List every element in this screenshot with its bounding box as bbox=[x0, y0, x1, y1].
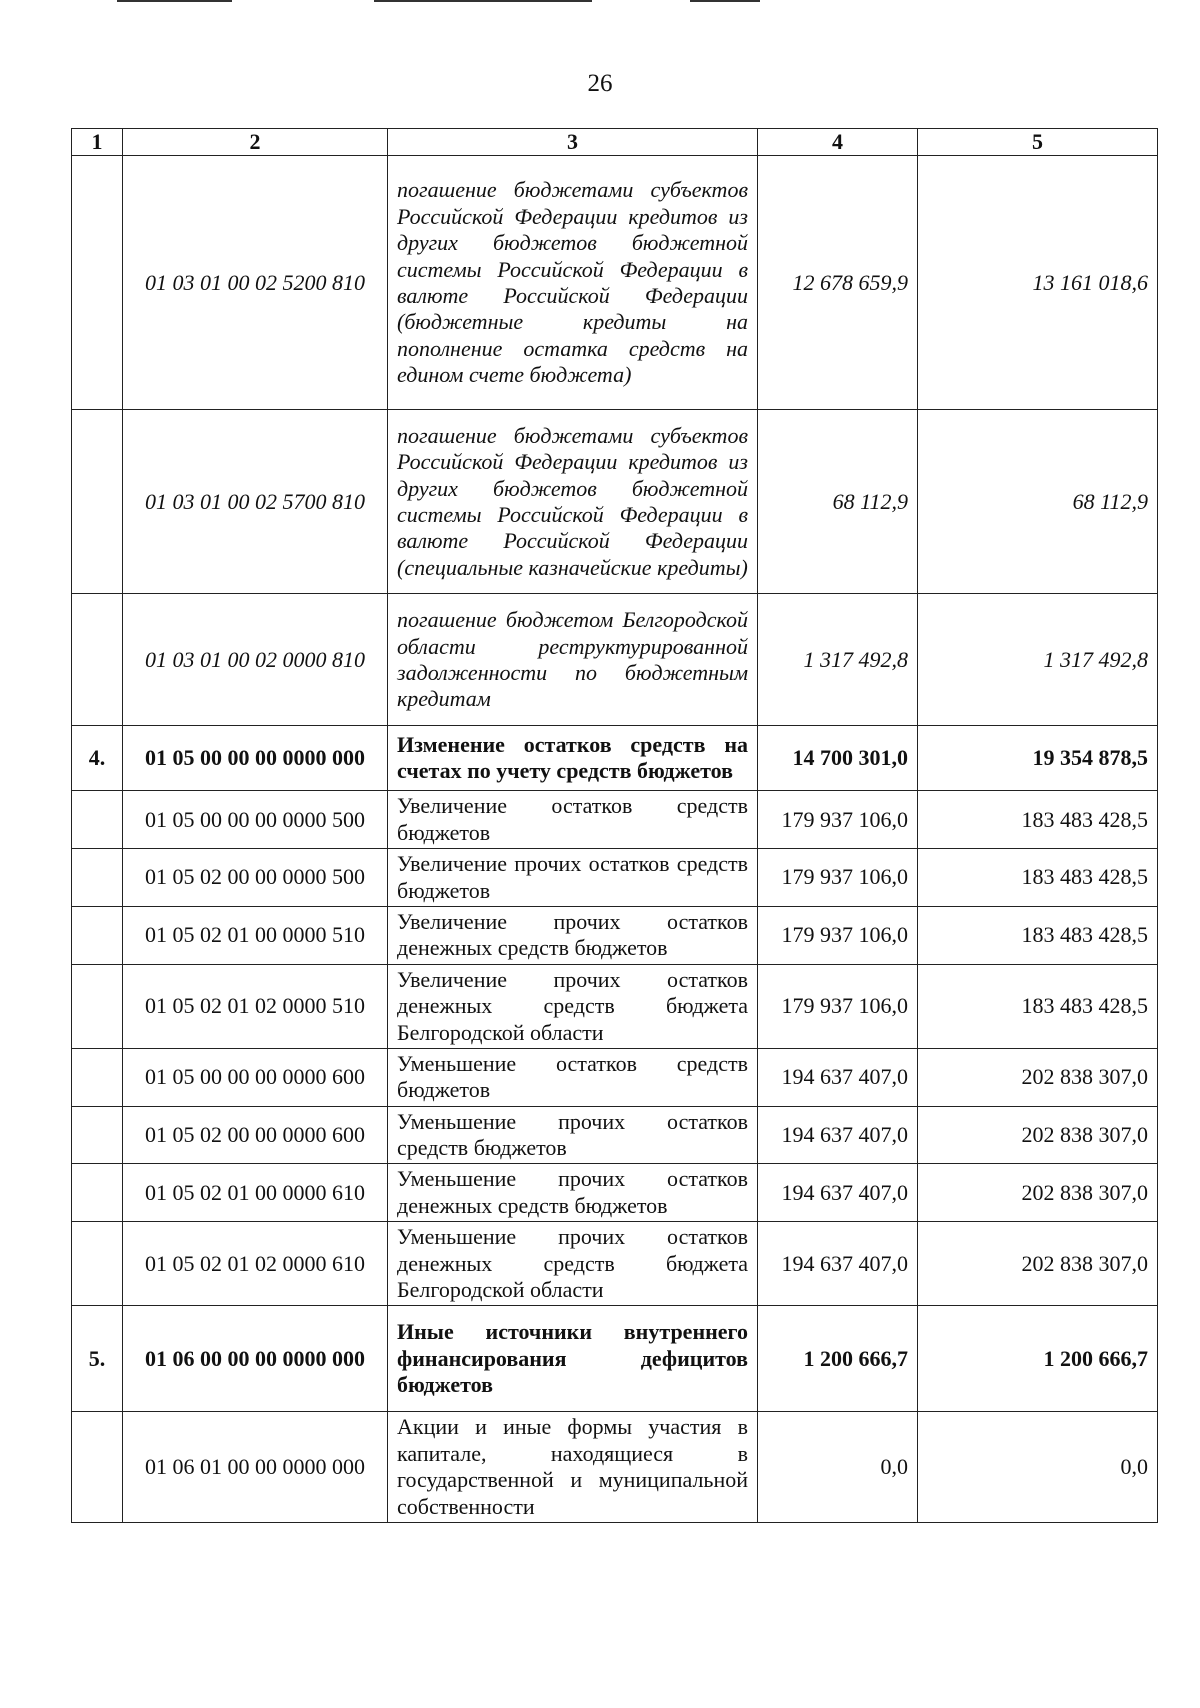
budget-code: 01 03 01 00 02 0000 810 bbox=[123, 594, 388, 726]
budget-code: 01 05 02 01 02 0000 510 bbox=[123, 964, 388, 1048]
row-number bbox=[72, 410, 123, 594]
budget-code: 01 05 00 00 00 0000 600 bbox=[123, 1048, 388, 1106]
amount-col5: 13 161 018,6 bbox=[918, 156, 1158, 410]
row-number bbox=[72, 594, 123, 726]
header-row bbox=[72, 129, 1158, 156]
amount-col4: 194 637 407,0 bbox=[758, 1106, 918, 1164]
row-number bbox=[72, 906, 123, 964]
column-header: 2 bbox=[123, 129, 388, 156]
table-row bbox=[72, 964, 1158, 1048]
row-number: 4. bbox=[72, 726, 123, 791]
amount-col5: 202 838 307,0 bbox=[918, 1222, 1158, 1306]
budget-code: 01 06 00 00 00 0000 000 bbox=[123, 1306, 388, 1412]
column-header: 5 bbox=[918, 129, 1158, 156]
amount-col4: 179 937 106,0 bbox=[758, 791, 918, 849]
table-row bbox=[72, 906, 1158, 964]
source-name: Изменение остатков средств на счетах по учету средств бюджетов bbox=[388, 726, 758, 791]
source-name: Увеличение прочих остатков денежных средств бюджета Белгородской области bbox=[388, 964, 758, 1048]
amount-col4: 1 317 492,8 bbox=[758, 594, 918, 726]
row-number bbox=[72, 791, 123, 849]
amount-col4: 194 637 407,0 bbox=[758, 1048, 918, 1106]
source-name: Уменьшение прочих остатков денежных средств бюджета Белгородской области bbox=[388, 1222, 758, 1306]
top-edge-line bbox=[374, 0, 592, 2]
source-name: Увеличение прочих остатков денежных средств бюджетов bbox=[388, 906, 758, 964]
amount-col4: 68 112,9 bbox=[758, 410, 918, 594]
budget-code: 01 05 00 00 00 0000 000 bbox=[123, 726, 388, 791]
budget-code: 01 05 02 01 00 0000 610 bbox=[123, 1164, 388, 1222]
amount-col5: 202 838 307,0 bbox=[918, 1164, 1158, 1222]
amount-col5: 183 483 428,5 bbox=[918, 964, 1158, 1048]
amount-col5: 0,0 bbox=[918, 1412, 1158, 1523]
row-number bbox=[72, 1222, 123, 1306]
source-name: погашение бюджетом Белгородской области реструктурированной задолженности по бюджетным кредитам bbox=[388, 594, 758, 726]
source-name: Уменьшение прочих остатков средств бюджетов bbox=[388, 1106, 758, 1164]
amount-col5: 19 354 878,5 bbox=[918, 726, 1158, 791]
table-row bbox=[72, 726, 1158, 791]
table-row bbox=[72, 1306, 1158, 1412]
table-row bbox=[72, 156, 1158, 410]
table-row bbox=[72, 1106, 1158, 1164]
table-row bbox=[72, 1048, 1158, 1106]
table-row bbox=[72, 791, 1158, 849]
budget-code: 01 06 01 00 00 0000 000 bbox=[123, 1412, 388, 1523]
source-name: Акции и иные формы участия в капитале, находящиеся в государственной и муниципальной собственности bbox=[388, 1412, 758, 1523]
row-number bbox=[72, 1048, 123, 1106]
amount-col4: 1 200 666,7 bbox=[758, 1306, 918, 1412]
row-number bbox=[72, 849, 123, 907]
row-number bbox=[72, 156, 123, 410]
column-header: 3 bbox=[388, 129, 758, 156]
amount-col4: 179 937 106,0 bbox=[758, 849, 918, 907]
amount-col5: 183 483 428,5 bbox=[918, 791, 1158, 849]
table-row bbox=[72, 594, 1158, 726]
row-number bbox=[72, 964, 123, 1048]
amount-col5: 1 200 666,7 bbox=[918, 1306, 1158, 1412]
source-name: погашение бюджетами субъектов Российской Федерации кредитов из других бюджетов бюджетной системы Российской Федерации в валюте Российской Федерации (специальные казначейские кредиты) bbox=[388, 410, 758, 594]
amount-col5: 1 317 492,8 bbox=[918, 594, 1158, 726]
amount-col4: 12 678 659,9 bbox=[758, 156, 918, 410]
amount-col5: 202 838 307,0 bbox=[918, 1106, 1158, 1164]
table-row bbox=[72, 410, 1158, 594]
amount-col4: 194 637 407,0 bbox=[758, 1164, 918, 1222]
column-header: 4 bbox=[758, 129, 918, 156]
amount-col4: 179 937 106,0 bbox=[758, 906, 918, 964]
source-name: Увеличение остатков средств бюджетов bbox=[388, 791, 758, 849]
budget-code: 01 05 02 00 00 0000 600 bbox=[123, 1106, 388, 1164]
amount-col4: 179 937 106,0 bbox=[758, 964, 918, 1048]
page-number: 26 bbox=[587, 70, 613, 97]
table-row bbox=[72, 1164, 1158, 1222]
budget-code: 01 05 02 00 00 0000 500 bbox=[123, 849, 388, 907]
table-row bbox=[72, 1412, 1158, 1523]
budget-code: 01 03 01 00 02 5200 810 bbox=[123, 156, 388, 410]
amount-col4: 194 637 407,0 bbox=[758, 1222, 918, 1306]
amount-col5: 183 483 428,5 bbox=[918, 906, 1158, 964]
row-number bbox=[72, 1164, 123, 1222]
budget-sources-table bbox=[71, 128, 1158, 1523]
budget-code: 01 05 02 01 00 0000 510 bbox=[123, 906, 388, 964]
amount-col4: 14 700 301,0 bbox=[758, 726, 918, 791]
source-name: Увеличение прочих остатков средств бюджетов bbox=[388, 849, 758, 907]
row-number bbox=[72, 1412, 123, 1523]
top-edge-line bbox=[117, 0, 232, 2]
amount-col4: 0,0 bbox=[758, 1412, 918, 1523]
source-name: Уменьшение прочих остатков денежных средств бюджетов bbox=[388, 1164, 758, 1222]
budget-code: 01 03 01 00 02 5700 810 bbox=[123, 410, 388, 594]
table-row bbox=[72, 849, 1158, 907]
top-edge-line bbox=[690, 0, 760, 2]
amount-col5: 68 112,9 bbox=[918, 410, 1158, 594]
budget-code: 01 05 02 01 02 0000 610 bbox=[123, 1222, 388, 1306]
budget-code: 01 05 00 00 00 0000 500 bbox=[123, 791, 388, 849]
source-name: Уменьшение остатков средств бюджетов bbox=[388, 1048, 758, 1106]
row-number: 5. bbox=[72, 1306, 123, 1412]
table-row bbox=[72, 1222, 1158, 1306]
source-name: Иные источники внутреннего финансирования дефицитов бюджетов bbox=[388, 1306, 758, 1412]
source-name: погашение бюджетами субъектов Российской Федерации кредитов из других бюджетов бюджетной системы Российской Федерации в валюте Российской Федерации (бюджетные кредиты на пополнение остатка средств на едином счете бюджета) bbox=[388, 156, 758, 410]
row-number bbox=[72, 1106, 123, 1164]
column-header: 1 bbox=[72, 129, 123, 156]
amount-col5: 183 483 428,5 bbox=[918, 849, 1158, 907]
amount-col5: 202 838 307,0 bbox=[918, 1048, 1158, 1106]
